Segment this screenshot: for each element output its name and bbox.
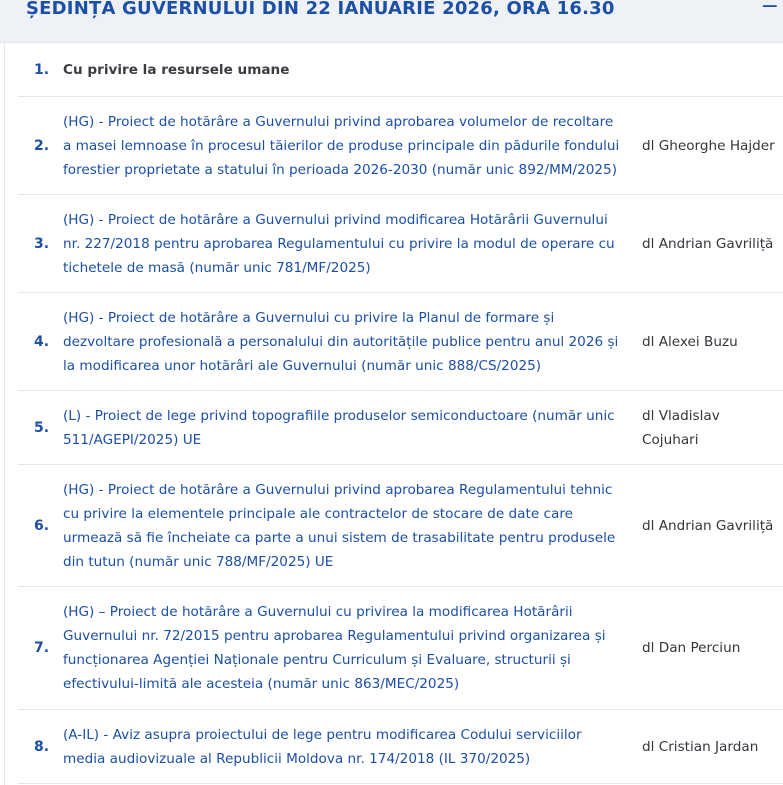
item-link[interactable]: (L) - Proiect de lege privind topografiile produselor semiconductoare (număr unic 511/AGEPI/2025) UE — [63, 407, 615, 448]
agenda-header[interactable] — [0, 0, 783, 43]
item-speaker: dl Cristian Jardan — [642, 738, 759, 755]
item-link[interactable]: (HG) - Proiect de hotărâre a Guvernului cu privire la Planul de formare și dezvoltare profesională a personalului din autoritățile publice pentru anul 2026 și la modificarea unor hotărâri ale Guvernului (număr unic 888/CS/2025) — [63, 309, 619, 374]
item-speaker: dl Andrian Gavriliță — [642, 517, 774, 534]
item-link[interactable]: (A-IL) - Aviz asupra proiectului de lege pentru modificarea Codului serviciilor media audiovizuale al Republicii Moldova nr. 174/2018 (IL 370/2025) — [63, 726, 582, 767]
item-number: 1. — [34, 62, 50, 78]
item-number: 4. — [34, 333, 50, 350]
item-speaker: dl Alexei Buzu — [642, 333, 738, 350]
item-number: 5. — [34, 419, 50, 436]
item-number: 6. — [34, 517, 50, 534]
divider — [4, 42, 5, 785]
agenda-item — [18, 293, 783, 391]
agenda-item — [18, 710, 783, 784]
item-speaker: dl Vladislav Cojuhari — [642, 407, 720, 448]
agenda-item — [18, 44, 783, 97]
item-title: Cu privire la resursele umane — [63, 62, 290, 78]
item-link[interactable]: (HG) - Proiect de hotărâre a Guvernului privind modificarea Hotărârii Guvernului nr. 227/2018 pentru aprobarea Regulamentului cu privire la modul de operare cu tichetele de masă (număr unic 781/MF/2025) — [63, 211, 615, 276]
agenda-item — [18, 391, 783, 465]
item-number: 3. — [34, 235, 50, 252]
collapse-icon[interactable]: − — [760, 0, 779, 19]
item-link[interactable]: (HG) - Proiect de hotărâre a Guvernului privind aprobarea volumelor de recoltare a masei lemnoase în procesul tăierilor de produse principale din pădurile fondului forestier proprietate a statului în perioada 2026-2030 (număr unic 892/MM/2025) — [63, 113, 620, 178]
item-number: 7. — [34, 640, 50, 656]
item-link[interactable]: (HG) - Proiect de hotărâre a Guvernului privind aprobarea Regulamentului tehnic cu privire la elementele principale ale contractelor de stocare de date care urmează să fie încheiate ca parte a unui sistem de trasabilitate pentru produsele din tutun (număr unic 788/MF/2025) UE — [63, 481, 616, 570]
agenda-item — [18, 195, 783, 293]
agenda-item — [18, 587, 783, 710]
item-number: 8. — [34, 738, 50, 755]
item-speaker: dl Gheorghe Hajder — [642, 137, 775, 154]
agenda-item — [18, 97, 783, 195]
item-speaker: dl Dan Perciun — [642, 640, 741, 656]
page-title: ȘEDINȚA GUVERNULUI DIN 22 IANUARIE 2026, ORA 16.30 — [26, 0, 615, 19]
item-number: 2. — [34, 137, 50, 154]
item-speaker: dl Andrian Gavriliță — [642, 235, 774, 252]
item-link[interactable]: (HG) – Proiect de hotărâre a Guvernului cu privirea la modificarea Hotărârii Guvernului nr. 72/2015 pentru aprobarea Regulamentului privind organizarea și funcționarea Agenției Naționale pentru Curriculum și Evaluare, structurii și efectivului-limită ale acesteia (număr unic 863/MEC/2025) — [63, 604, 606, 692]
agenda-item — [18, 465, 783, 587]
